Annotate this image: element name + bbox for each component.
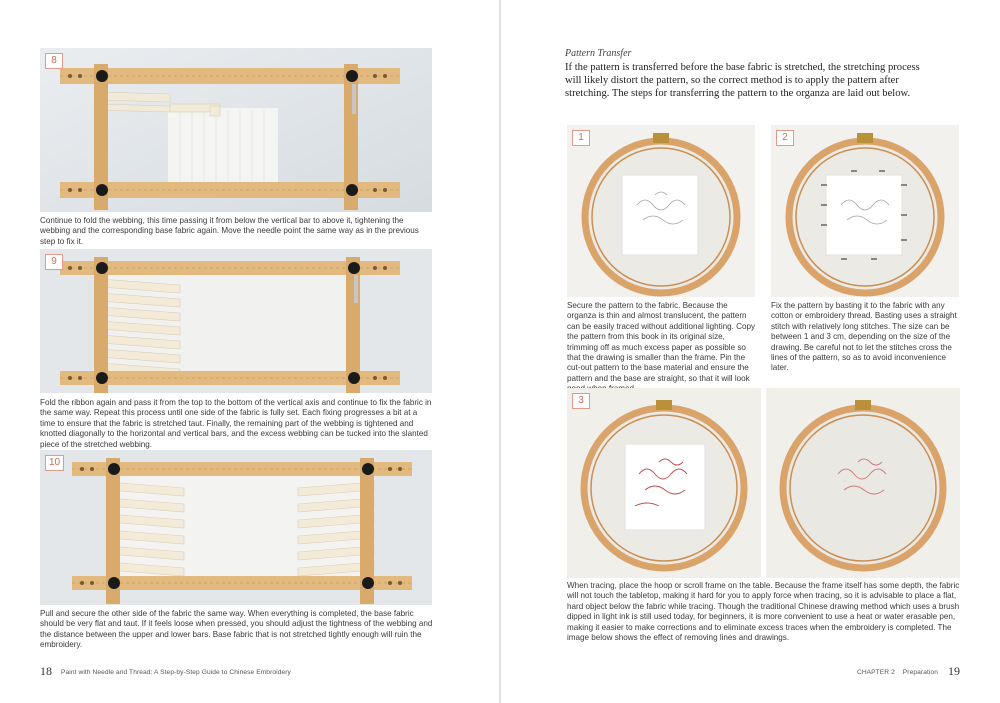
step-1-caption: Secure the pattern to the fabric. Because the organza is thin and almost translucent, the pattern can be easily traced without additional lighting. Copy the pattern from this book in its original size, trimming off as much excess paper as possible so that the drawing is smaller than the frame. Pin the cut-out pattern to the base material and ensure the pattern and the base are straight, so that it will look xyxy=(567,301,756,383)
chapter-title: Preparation xyxy=(902,669,938,676)
hoop-illustration xyxy=(567,125,755,297)
page-number-left: 18 xyxy=(40,664,52,678)
step-3-caption: When tracing, place the hoop or scroll frame on the table. Because the frame itself has some depth, the fabric will not touch the tabletop, making it hard for you to apply force when tracing, so it is advisable to place a flat, hard object below the fabric while tracing. Though the traditional Chinese drawing method which uses a brush dipped in light ink is still used today, for beginners, it is more convenient to use a heat or water erasable pen, making it easier to make corrections and to eliminate excess traces when the embroidery is completed. The image below shows the effect of removing lines and drawings. xyxy=(567,581,960,643)
step-number: 8 xyxy=(45,53,63,69)
chapter-label xyxy=(857,669,938,676)
running-head: Paint with Needle and Thread: A Step-by-Step Guide to Chinese Embroidery xyxy=(61,669,291,676)
page-number-right: 19 xyxy=(948,664,960,678)
left-page xyxy=(0,0,499,703)
hoop-illustration xyxy=(567,388,761,578)
step-2-caption: Fix the pattern by basting it to the fabric with any cotton or embroidery thread. Basting uses a straight stitch with relatively long stitches. The size can be between 1 and 3 cm, depending on the size of the drawing. Be careful not to let the stitches cross the lines of the pattern, so as to avoid inconvenience later. xyxy=(771,301,957,373)
step-number: 10 xyxy=(45,455,64,471)
step-3-photo xyxy=(567,388,761,578)
hoop-illustration xyxy=(766,388,960,578)
section-title: Pattern Transfer xyxy=(565,48,632,59)
step-9-photo xyxy=(40,249,432,393)
step-9-caption: Fold the ribbon again and pass it from the top to the bottom of the vertical axis and continue to fix the fabric in the same way. Repeat this process until one side of the fabric is fully set. Each fixing progresses a bit at a time to ensure that the fabric is stretched taut. Finally, the remaining part of the webbing is tightened and knotted diagonally to the horizontal and vertical bars, and the excess webbing can be tucked into the slanted piece of the stretched webbing. xyxy=(40,398,432,449)
frame-illustration xyxy=(40,450,432,605)
step-number: 1 xyxy=(572,130,590,146)
intro-paragraph: If the pattern is transferred before the base fabric is stretched, the stretching process will likely distort the pattern, so the correct method is to apply the pattern after stretching. The steps for transferring the pattern to the organza are laid out below. xyxy=(565,62,920,100)
step-10-photo xyxy=(40,450,432,605)
step-number: 3 xyxy=(572,393,590,409)
step-8-photo xyxy=(40,48,432,212)
step-8-caption: Continue to fold the webbing, this time passing it from below the vertical bar to above it, tightening the webbing and the corresponding base fabric again. Move the needle point the same way as in the previous step to fix it. xyxy=(40,216,419,246)
step-number: 9 xyxy=(45,254,63,270)
step-10-caption: Pull and secure the other side of the fabric the same way. When everything is completed, the base fabric should be very flat and taut. If it feels loose when pressed, you should adjust the tightness of the webbing and the distance between the upper and lower bars. Base fabric that is not stretched tightly enough will ruin the embroidery. xyxy=(40,609,433,650)
frame-illustration xyxy=(40,249,432,393)
chapter-number: CHAPTER 2 xyxy=(856,669,895,676)
step-2-photo xyxy=(771,125,959,297)
right-page xyxy=(501,0,1000,703)
frame-illustration xyxy=(40,48,432,212)
step-number: 2 xyxy=(776,130,794,146)
step-4-photo xyxy=(766,388,960,578)
hoop-illustration xyxy=(771,125,959,297)
step-1-photo xyxy=(567,125,755,297)
